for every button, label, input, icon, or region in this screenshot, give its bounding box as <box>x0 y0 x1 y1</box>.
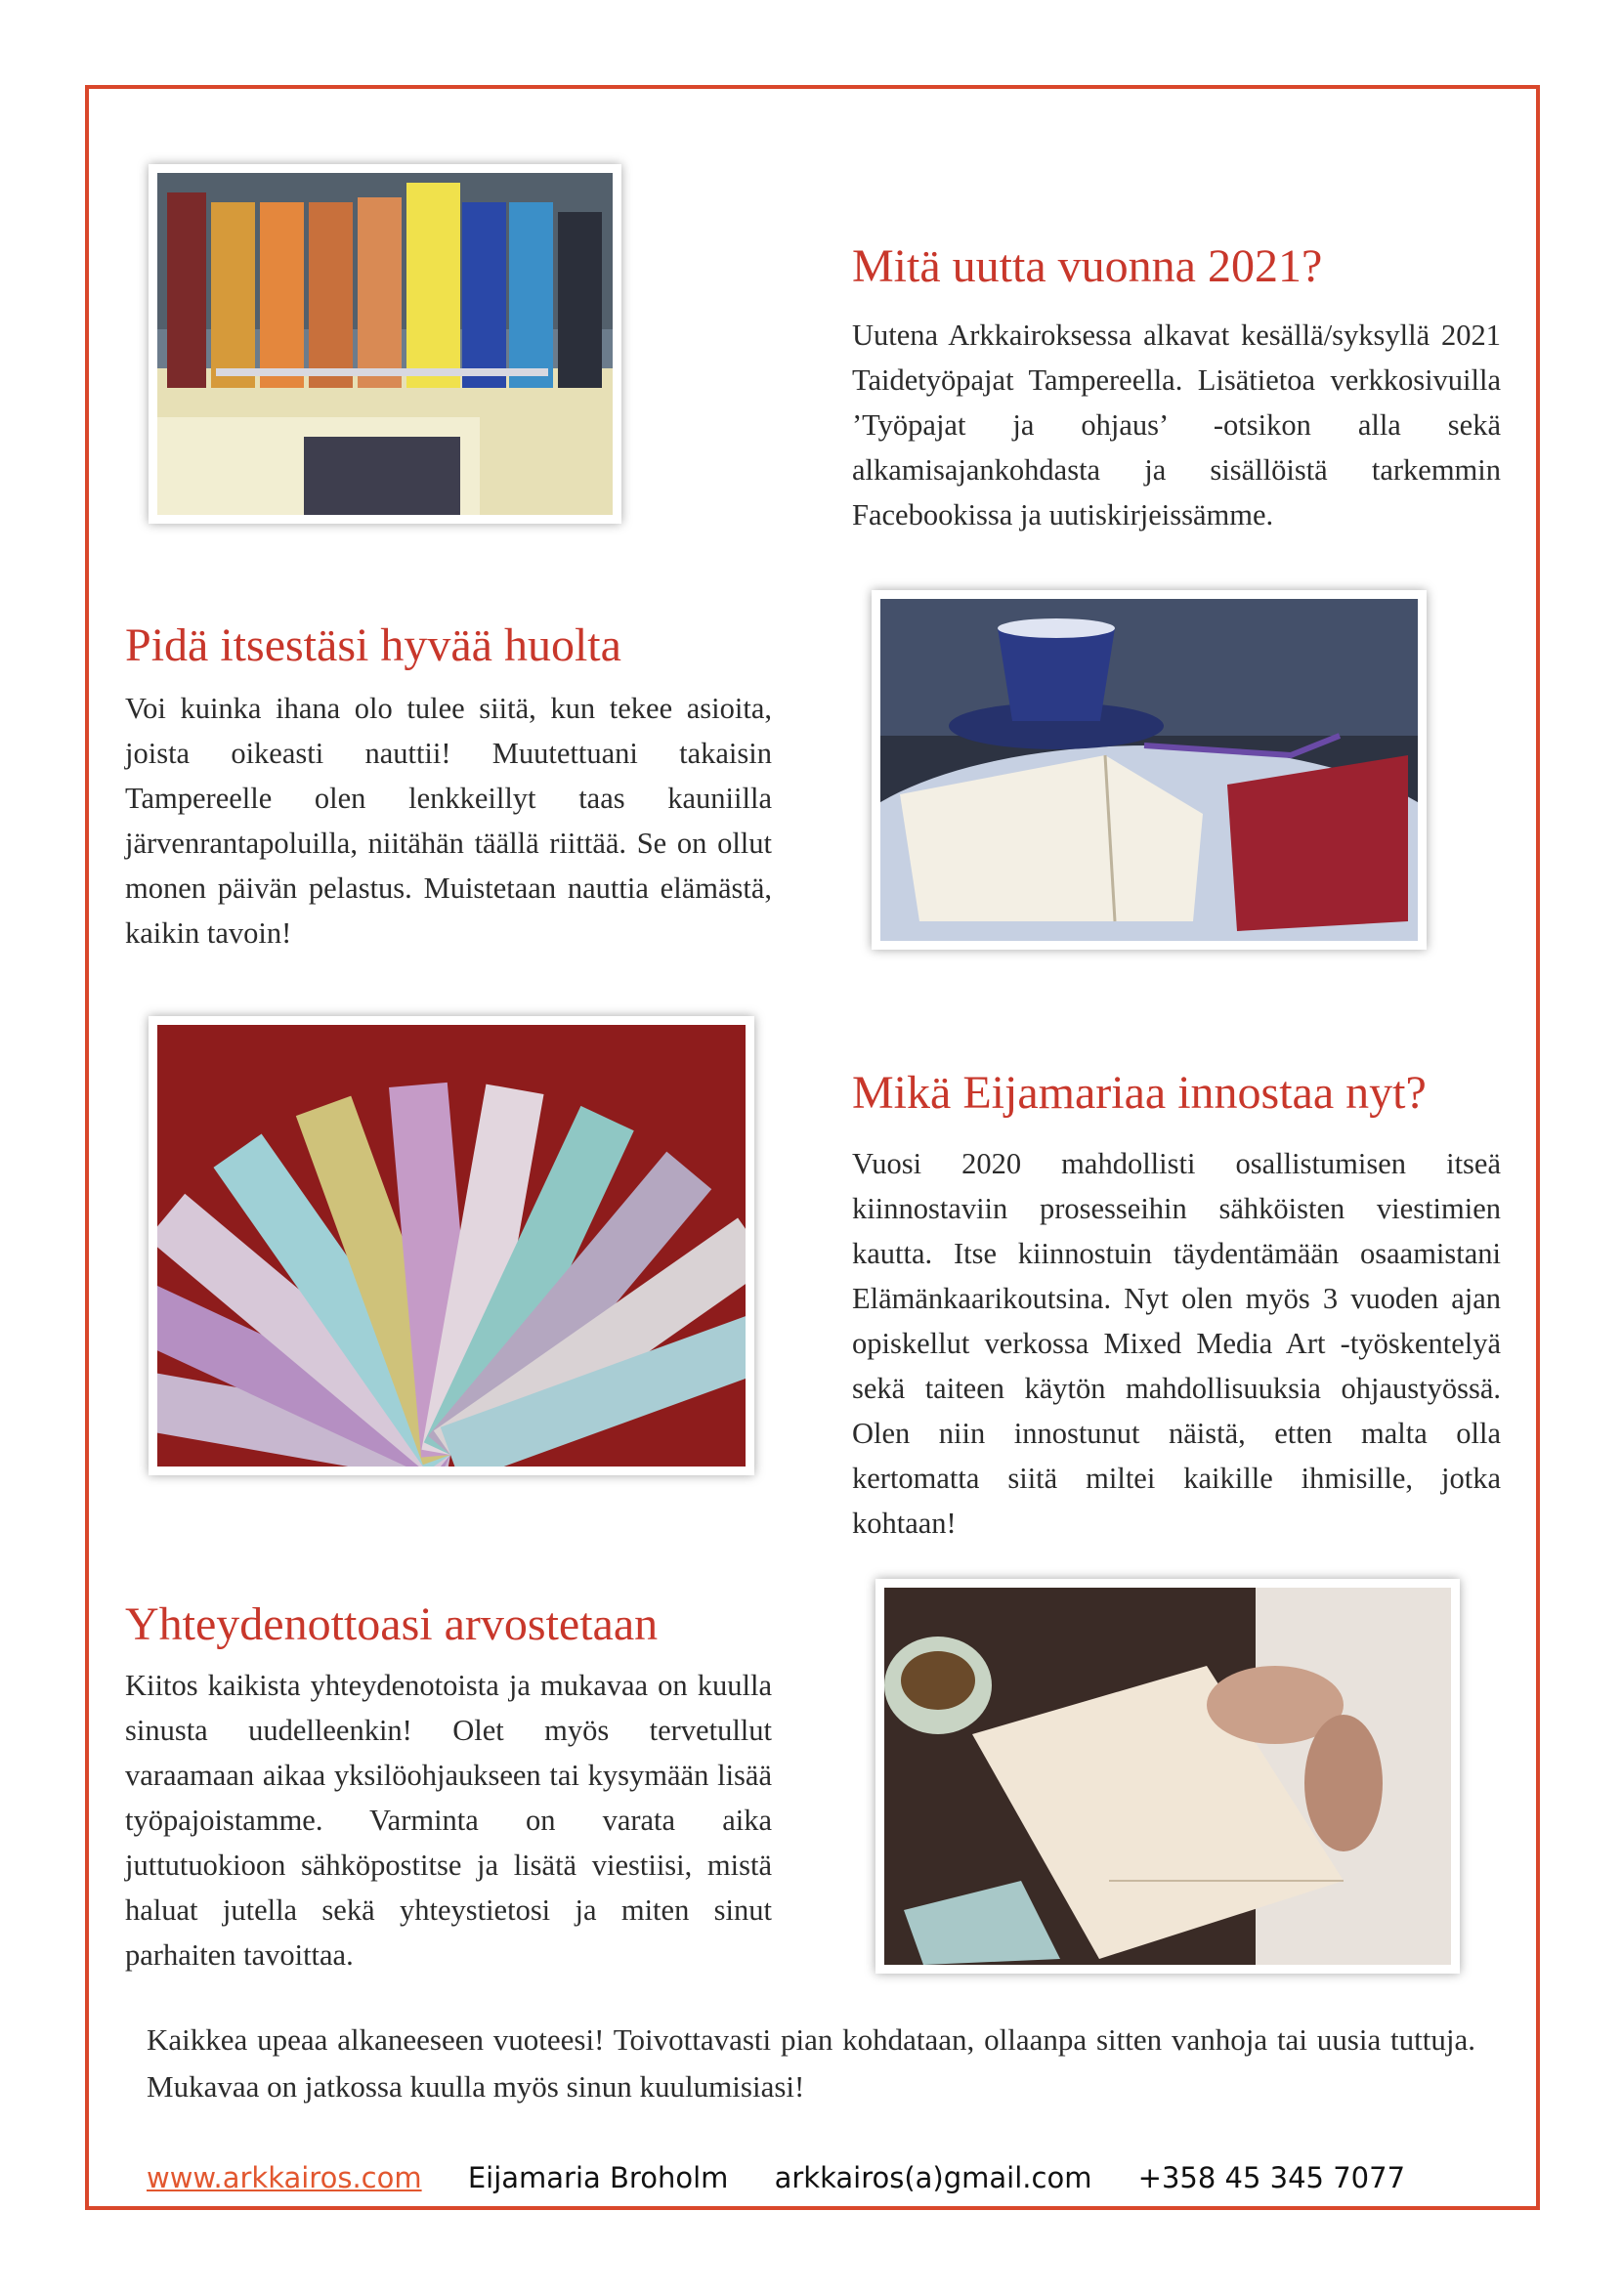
journal-writing-photo <box>875 1579 1460 1974</box>
footer-contacts <box>147 2161 1442 2194</box>
footer-name: Eijamaria Broholm <box>467 2161 729 2194</box>
section-title-contact: Yhteydenottoasi arvostetaan <box>125 1598 659 1650</box>
teacup-books-photo <box>872 590 1427 950</box>
footer-phone: +358 45 345 7077 <box>1137 2161 1406 2194</box>
footer-email: arkkairos(a)gmail.com <box>774 2161 1092 2194</box>
section-text-self-care: Voi kuinka ihana olo tulee siitä, kun tekee asioita, joista oikeasti nauttii! Muutettuani takaisin Tampereelle olen lenkkeillyt taas kauniilla järvenrantapoluilla, niitähän täällä riittää. Se on ollut monen päivän pelastus. Muistetaan nauttia elämästä, kaikin tavoin! <box>125 692 772 950</box>
section-text-inspiration: Vuosi 2020 mahdollisti osallistumisen itseä kiinnostaviin prosesseihin sähköisten viestimien kautta. Itse kiinnostuin täydentämään osaamistani Elämänkaarikoutsina. Nyt olen myös 3 vuoden ajan opiskellut verkossa Mixed Media Art -työskentelyä sekä taiteen käytön mahdollisuuksia ohjaustyössä. Olen niin innostunut näistä, etten malta olla kertomatta siitä miltei kaikille ihmisille, jotka kohtaan! <box>852 1147 1501 1540</box>
section-title-self-care: Pidä itsestäsi hyvää huolta <box>125 619 621 671</box>
closing-text: Kaikkea upeaa alkaneeseen vuoteesi! Toivottavasti pian kohdataan, ollaanpa sitten vanhoja tai uusia tuttuja. Mukavaa on jatkossa kuulla myös sinun kuulumisiasi! <box>147 2022 1475 2104</box>
section-text-contact: Kiitos kaikista yhteydenotoista ja mukavaa on kuulla sinusta uudelleenkin! Olet myös tervetullut varaamaan aikaa yksilöohjaukseen tai kysymään lisää työpajoistamme. Varminta on varata aika juttutuokioon sähköpostitse ja lisätä viestiisi, mistä haluat jutella sekä yhteystietosi ja miten sinut parhaiten tavoittaa. <box>125 1669 772 1972</box>
paint-tubes-photo <box>149 164 621 524</box>
section-title-inspiration: Mikä Eijamariaa innostaa nyt? <box>852 1067 1427 1119</box>
website-link[interactable]: www.arkkairos.com <box>147 2161 422 2194</box>
art-cards-fan-photo <box>149 1016 754 1475</box>
section-title-new-2021: Mitä uutta vuonna 2021? <box>852 240 1323 292</box>
section-text-new-2021: Uutena Arkkairoksessa alkavat kesällä/syksyllä 2021 Taidetyöpajat Tampereella. Lisätietoa verkkosivuilla ’Työpajat ja ohjaus’ -otsikon alla sekä alkamisajankohdasta ja sisällöistä tarkemmin Facebookissa ja uutiskirjeissämme. <box>852 319 1501 531</box>
